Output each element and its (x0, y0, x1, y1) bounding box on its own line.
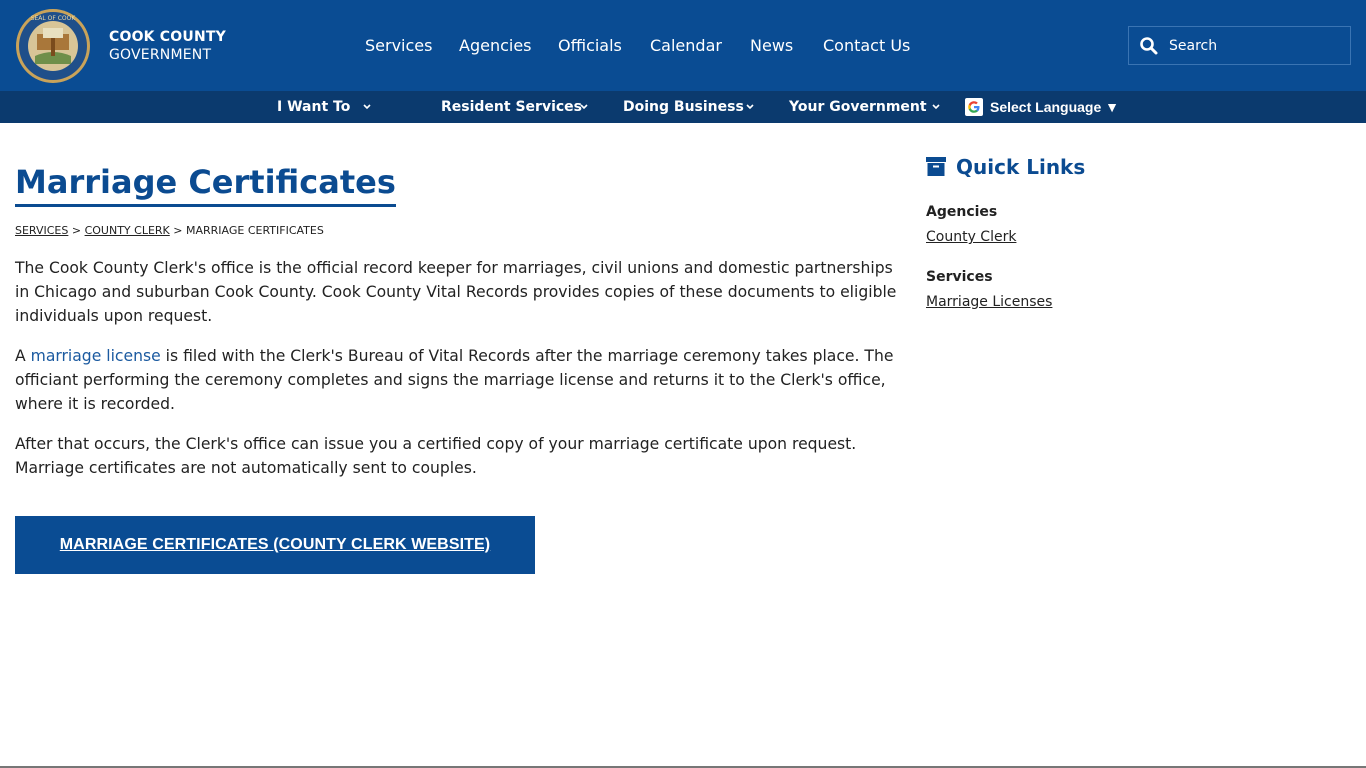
nav-calendar[interactable]: Calendar (650, 36, 722, 55)
quick-links-title: Quick Links (956, 155, 1086, 179)
subnav-doing-business[interactable]: Doing Business (623, 99, 744, 115)
breadcrumb-separator: > (173, 224, 183, 237)
breadcrumb-separator: > (71, 224, 82, 237)
chevron-down-icon[interactable] (930, 91, 942, 123)
brand-line-1: COOK COUNTY (109, 29, 226, 45)
search-box (1128, 26, 1351, 65)
nav-services[interactable]: Services (365, 36, 433, 55)
nav-news[interactable]: News (750, 36, 794, 55)
svg-text:SEAL OF COOK: SEAL OF COOK (30, 15, 76, 22)
chevron-down-icon[interactable] (361, 91, 373, 123)
brand-line-2: GOVERNMENT (109, 47, 212, 63)
subnav-resident-services[interactable]: Resident Services (441, 99, 582, 115)
site-brand[interactable] (109, 28, 226, 64)
paragraph-text: A (15, 347, 31, 365)
county-seal-logo[interactable] (15, 8, 91, 84)
license-paragraph (15, 344, 905, 416)
paragraph-text: is filed with the Clerk's Bureau of Vital Records after the marriage ceremony takes place. The officiant performing the ceremony completes and signs the marriage license and returns it to the Clerk's office, where it is recorded. (15, 347, 894, 413)
archive-box-icon (926, 157, 946, 176)
language-label: Select Language ▼ (990, 99, 1120, 115)
chevron-down-icon[interactable] (578, 91, 590, 123)
site-header (0, 0, 1366, 91)
marriage-license-link[interactable]: marriage license (30, 347, 161, 365)
chevron-down-icon[interactable] (744, 91, 756, 123)
breadcrumb-county-clerk[interactable]: COUNTY CLERK (84, 224, 170, 237)
nav-agencies[interactable]: Agencies (459, 36, 532, 55)
breadcrumb-services[interactable]: SERVICES (15, 224, 69, 237)
quick-links-services-heading: Services (926, 269, 993, 285)
nav-contact-us[interactable]: Contact Us (823, 36, 911, 55)
breadcrumb (15, 224, 324, 238)
intro-paragraph: The Cook County Clerk's office is the official record keeper for marriages, civil unions and domestic partnerships in Chicago and suburban Cook County. Cook County Vital Records provides copies of these documents to eligible individuals upon request. (15, 259, 897, 325)
quick-link-county-clerk[interactable]: County Clerk (926, 229, 1017, 245)
county-clerk-website-button[interactable]: MARRIAGE CERTIFICATES (COUNTY CLERK WEBSITE) (15, 516, 535, 574)
search-input[interactable] (1169, 35, 1339, 57)
quick-link-marriage-licenses[interactable]: Marriage Licenses (926, 294, 1053, 310)
nav-officials[interactable]: Officials (558, 36, 622, 55)
page-title: Marriage Certificates (15, 160, 396, 207)
breadcrumb-current: MARRIAGE CERTIFICATES (185, 224, 324, 237)
quick-links-agencies-heading: Agencies (926, 204, 998, 220)
subnav-i-want-to[interactable]: I Want To (277, 99, 351, 115)
secondary-nav (0, 91, 1366, 123)
search-icon[interactable] (1139, 36, 1159, 56)
google-icon (965, 98, 983, 116)
subnav-your-government[interactable]: Your Government (789, 99, 927, 115)
certificate-paragraph: After that occurs, the Clerk's office can issue you a certified copy of your marriage certificate upon request. Marriage certificates are not automatically sent to couples. (15, 435, 857, 477)
